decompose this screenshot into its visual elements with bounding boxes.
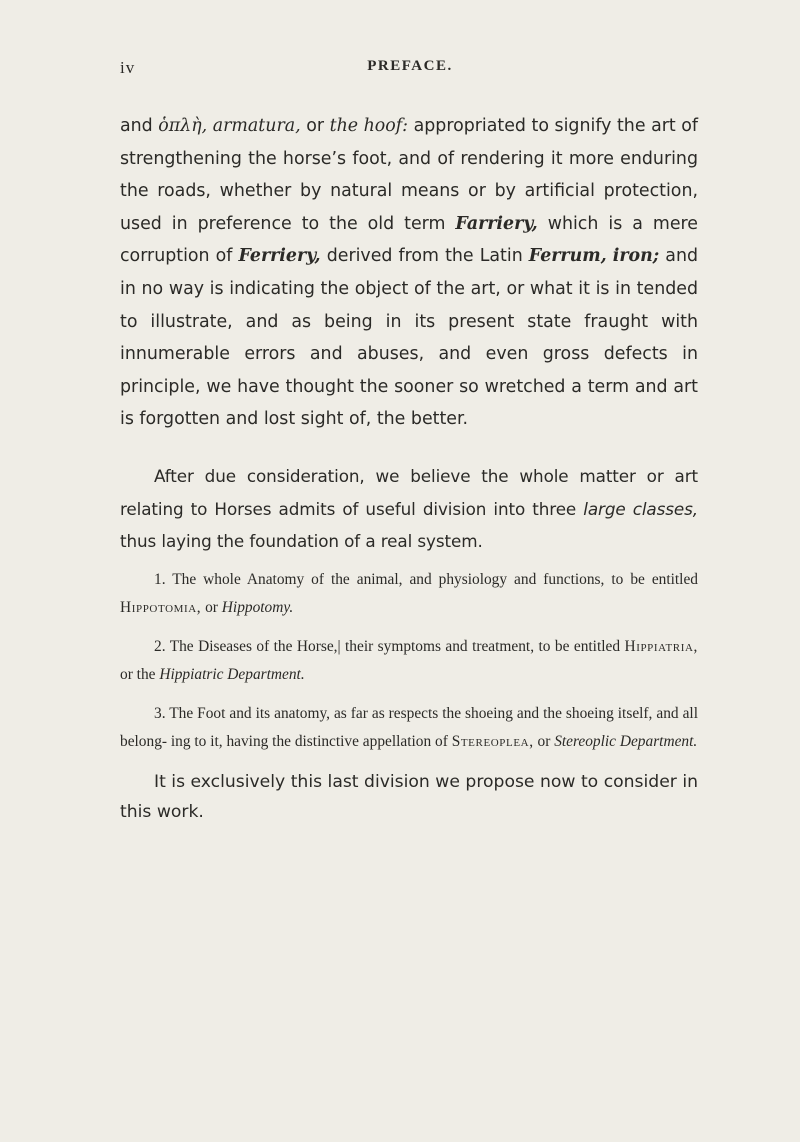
paragraph-2 (120, 460, 698, 558)
paragraph-2-text: thus laying the foundation of a real system. (120, 531, 483, 552)
list-item-text: 1. The whole Anatomy of the animal, and physiology and functions, to be entitled (154, 570, 698, 588)
italic-term: armatura, (212, 116, 301, 136)
list-item-text: or (201, 598, 222, 616)
list-item-text: or (533, 732, 555, 750)
division-list (120, 566, 698, 756)
paragraph-1 (120, 110, 698, 436)
running-head (120, 58, 700, 82)
paragraph-2-text: After due consideration, we believe the whole matter or art relating to Horses admits of useful division into three (120, 465, 698, 519)
italic-term: the hoof: (329, 116, 409, 136)
paragraph-1-text: and in no way is indicating the object of the art, or what it is in tended to illustrate, and as being in its present state fraught with innumerable errors and abuses, and even gross defects in principle, we have thought the sooner so wretched a term and art is forgotten and lost sight of, the better. (120, 246, 699, 430)
paragraph-3: It is exclusively this last division we propose now to consider in this work. (120, 771, 698, 822)
paragraph-1-text: derived from the Latin (320, 246, 529, 267)
list-item (120, 633, 698, 689)
paragraph-1-text: or (300, 116, 330, 136)
list-item (120, 700, 698, 756)
greek-word: ὁπλὴ, (158, 116, 208, 136)
paragraph-1-text: and (120, 116, 159, 136)
page-body (120, 110, 698, 844)
italic-term: large classes, (583, 498, 698, 519)
italic-term: iron; (612, 246, 660, 267)
small-caps-term: Stereoplea, (451, 732, 534, 750)
list-item (120, 566, 698, 622)
running-title: PREFACE. (367, 58, 453, 74)
list-item-text: or the (120, 665, 160, 683)
italic-term: Hippotomy. (221, 598, 294, 616)
italic-term: Ferriery, (238, 246, 321, 267)
page-number: iv (120, 58, 136, 77)
small-caps-term: Hippotomia, (120, 598, 202, 616)
paragraph-1-text: which is a mere corruption of (120, 213, 698, 267)
italic-term: Ferrum, (528, 246, 607, 267)
list-item-text: 2. The Diseases of the Horse,| their symptoms and treatment, to be entitled (154, 637, 625, 655)
italic-term: Stereoplic Department. (554, 732, 698, 750)
italic-term: Farriery, (455, 213, 538, 234)
list-item-text: 3. The Foot and its anatomy, as far as respects the shoeing and the shoeing itself, and all belong- ing to it, having the distinctive appellation of (120, 704, 698, 750)
italic-term: Hippiatric Department. (159, 665, 305, 683)
small-caps-term: Hippiatria, (624, 637, 698, 655)
paragraph-1-text: appropriated to signify the art of strengthening the horse’s foot, and of rendering it more enduring the roads, whether by natural means or by artificial protection, used in preference to the old term (120, 116, 699, 234)
